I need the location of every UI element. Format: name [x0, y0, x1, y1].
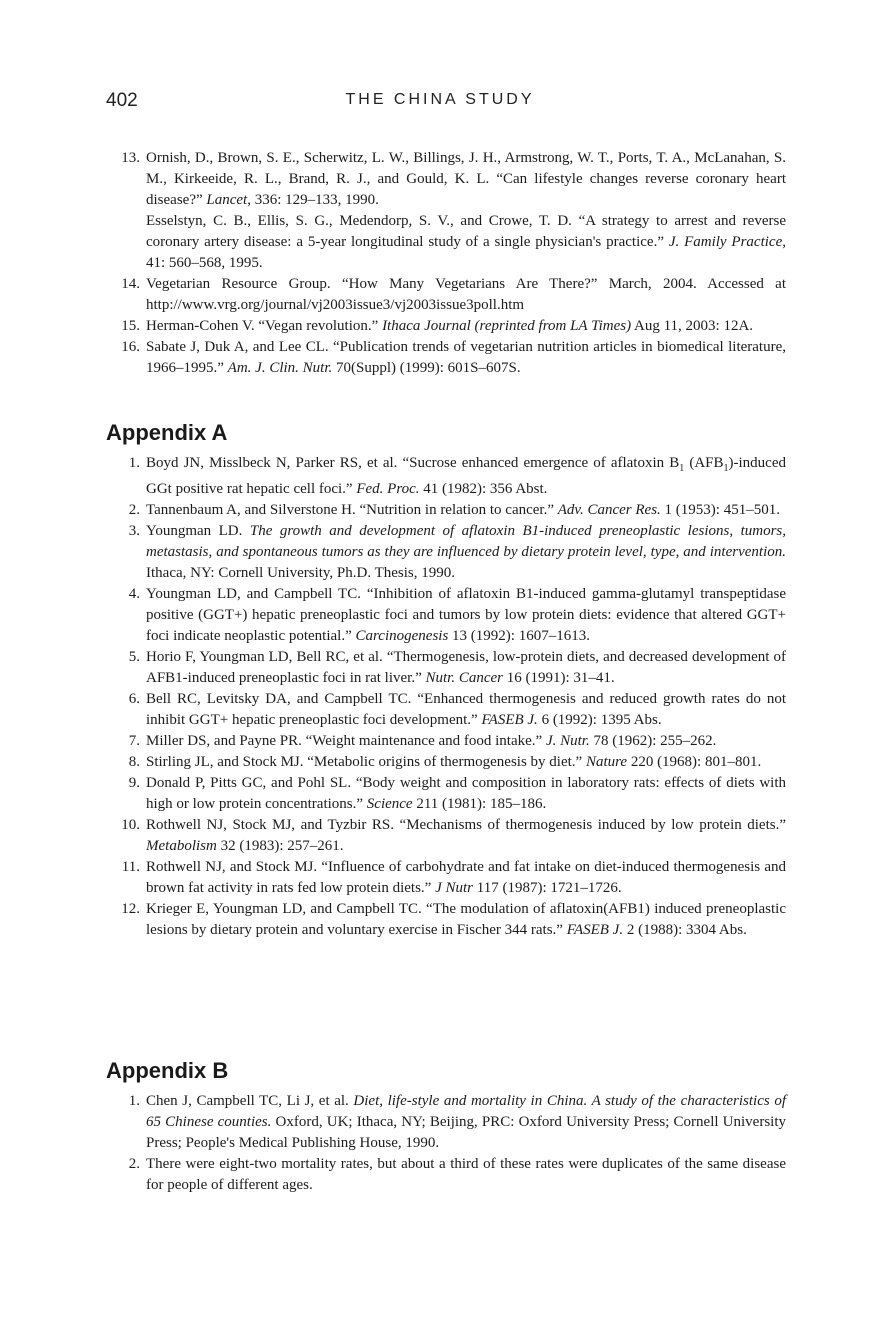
note-item [121, 274, 786, 316]
italic-title-text: Carcinogenesis [355, 628, 449, 644]
note-text-segment: , 41: 560–568, 1995. [146, 234, 786, 271]
note-text-segment: , 336: 129–133, 1990. [247, 192, 379, 208]
note-text-segment: Boyd JN, Misslbeck N, Parker RS, et al. “Sucrose enhanced emergence of aflatoxin B [146, 455, 680, 471]
note-text [146, 1091, 786, 1154]
note-text-segment: 32 (1983): 257–261. [216, 838, 344, 854]
note-item [121, 857, 786, 899]
italic-title-text: Lancet [206, 192, 248, 208]
note-number: 2. [128, 1156, 140, 1172]
note-item [128, 752, 786, 773]
note-text-segment: Rothwell NJ, Stock MJ, and Tyzbir RS. “Mechanisms of thermogenesis induced by low protein diets.” [146, 817, 786, 833]
note-number: 1. [128, 1093, 140, 1109]
page-number: 402 [106, 90, 138, 111]
note-item [128, 500, 786, 521]
italic-title-text: Metabolism [146, 838, 217, 854]
note-number: 13. [121, 150, 140, 166]
note-item [121, 316, 786, 337]
note-text-segment: 2 (1988): 3304 Abs. [623, 922, 747, 938]
note-item [128, 731, 786, 752]
note-number: 15. [121, 318, 140, 334]
note-text [146, 337, 786, 379]
note-text-segment: Miller DS, and Payne PR. “Weight maintenance and food intake.” [146, 733, 546, 749]
note-number: 3. [128, 523, 140, 539]
note-item [128, 584, 786, 647]
note-text [146, 274, 786, 316]
note-text-segment: Rothwell NJ, and Stock MJ. “Influence of carbohydrate and fat intake on diet-induced thermogenesis and brown fat activity in rats fed low protein diets.” [146, 859, 786, 896]
note-text-segment: Sabate J, Duk A, and Lee CL. “Publication trends of vegetarian nutrition articles in biomedical literature, 1966–1995.” [146, 339, 786, 376]
note-text-segment: Vegetarian Resource Group. “How Many Vegetarians Are There?” March, 2004. Accessed at http://www.vrg.org/journal/vj2003issue3/vj2003issue3poll.htm [146, 276, 786, 313]
note-item [121, 899, 786, 941]
note-text-segment: Youngman LD. [146, 523, 250, 539]
note-item [121, 815, 786, 857]
note-text [146, 148, 786, 211]
note-text [146, 453, 786, 500]
appendix-b-heading: Appendix B [106, 1058, 229, 1083]
note-text-segment: Esselstyn, C. B., Ellis, S. G., Medendorp, S. V., and Crowe, T. D. “A strategy to arrest and reverse coronary artery disease: a 5-year longitudinal study of a single physician's practice.” [146, 213, 786, 250]
note-text-segment: )-induced GGt positive rat hepatic cell foci.” [146, 455, 786, 497]
note-text-segment: There were eight-two mortality rates, but about a third of these rates were duplicates of the same disease for people of different ages. [146, 1156, 786, 1193]
note-number: 7. [128, 733, 140, 749]
note-text [146, 500, 786, 521]
note-text-segment: 70(Suppl) (1999): 601S–607S. [332, 360, 521, 376]
note-text-segment: 41 (1982): 356 Abst. [419, 481, 548, 497]
note-text-segment: Krieger E, Youngman LD, and Campbell TC. “The modulation of aflatoxin(AFB1) induced preneoplastic lesions by dietary protein and voluntary exercise in Fischer 344 rats.” [146, 901, 786, 938]
note-item [128, 647, 786, 689]
note-text-segment: Donald P, Pitts GC, and Pohl SL. “Body weight and composition in laboratory rats: effects of diets with high or low protein concentrations.” [146, 775, 786, 812]
italic-title-text: FASEB J. [481, 712, 538, 728]
note-text-segment: 220 (1968): 801–801. [627, 754, 762, 770]
note-number: 9. [128, 775, 140, 791]
note-text-segment: 117 (1987): 1721–1726. [473, 880, 622, 896]
note-text-segment: 1 (1953): 451–501. [660, 502, 780, 518]
italic-title-text: The growth and development of aflatoxin B1-induced preneoplastic lesions, tumors, metastasis, and spontaneous tumors as they are influenced by dietary protein level, type, and intervention. [146, 523, 786, 560]
note-text [146, 773, 786, 815]
note-text [146, 584, 786, 647]
note-text [146, 752, 786, 773]
chapter-notes-list [121, 148, 786, 379]
appendix-b-notes-list [128, 1091, 786, 1196]
note-number: 11. [121, 859, 140, 875]
italic-title-text: Science [366, 796, 413, 812]
note-text-segment: Chen J, Campbell TC, Li J, et al. [146, 1093, 354, 1109]
italic-title-text: J. Nutr. [545, 733, 590, 749]
note-text [146, 731, 786, 752]
note-item [128, 521, 786, 584]
note-text-segment: Ithaca, NY: Cornell University, Ph.D. Thesis, 1990. [146, 565, 456, 581]
note-text-segment: 13 (1992): 1607–1613. [448, 628, 590, 644]
subscript-text: 1 [679, 463, 685, 474]
note-text [146, 521, 786, 584]
note-text [146, 316, 786, 337]
note-text-segment: 16 (1991): 31–41. [503, 670, 615, 686]
note-text-segment: Ornish, D., Brown, S. E., Scherwitz, L. W., Billings, J. H., Armstrong, W. T., Ports, T. A., McLanahan, S. M., Kirkeeide, R. L., Brand, R. J., and Gould, K. L. “Can lifestyle changes reverse coronary heart disease?” [146, 150, 786, 208]
note-text-segment: 6 (1992): 1395 Abs. [537, 712, 662, 728]
note-number: 12. [121, 901, 140, 917]
note-text-segment: Oxford, UK; Ithaca, NY; Beijing, PRC: Oxford University Press; Cornell University Press; People's Medical Publishing House, 1990. [146, 1114, 786, 1151]
note-number: 10. [121, 817, 140, 833]
note-text [146, 689, 786, 731]
note-text-segment: Bell RC, Levitsky DA, and Campbell TC. “Enhanced thermogenesis and reduced growth rates do not inhibit GGT+ hepatic preneoplastic foci development.” [146, 691, 786, 728]
italic-title-text: Nature [585, 754, 628, 770]
note-item [128, 1154, 786, 1196]
italic-title-text: Nutr. Cancer [425, 670, 504, 686]
running-head: THE CHINA STUDY [345, 91, 535, 108]
note-item [128, 453, 786, 500]
note-text [146, 857, 786, 899]
note-item [121, 148, 786, 274]
note-item [128, 1091, 786, 1154]
note-number: 5. [128, 649, 140, 665]
appendix-a-heading: Appendix A [106, 420, 228, 445]
note-number: 8. [128, 754, 140, 770]
italic-title-text: J. Family Practice [668, 234, 783, 250]
appendix-a-notes-list [121, 453, 786, 941]
italic-title-text: FASEB J. [566, 922, 624, 938]
note-text-segment: Youngman LD, and Campbell TC. “Inhibition of aflatoxin B1-induced gamma-glutamyl transpeptidase positive (GGT+) hepatic preneoplastic foci and tumors by low protein diets: evidence that altered GGT+ foci indicate neoplastic potential.” [146, 586, 786, 644]
note-number: 6. [128, 691, 140, 707]
italic-title-text: Am. J. Clin. Nutr. [227, 360, 333, 376]
note-text-segment: Horio F, Youngman LD, Bell RC, et al. “Thermogenesis, low-protein diets, and decreased development of AFB1-induced preneoplastic foci in rat liver.” [146, 649, 786, 686]
note-item [128, 689, 786, 731]
note-item [128, 773, 786, 815]
italic-title-text: Ithaca Journal (reprinted from LA Times) [382, 318, 632, 334]
note-number: 1. [128, 455, 140, 471]
note-number: 14. [121, 276, 140, 292]
note-text-segment: Herman-Cohen V. “Vegan revolution.” [146, 318, 383, 334]
note-text [146, 1154, 786, 1196]
note-number: 2. [128, 502, 140, 518]
note-text [146, 815, 786, 857]
note-number: 16. [121, 339, 140, 355]
note-text-segment: 78 (1962): 255–262. [589, 733, 717, 749]
note-text-segment: Tannenbaum A, and Silverstone H. “Nutrition in relation to cancer.” [146, 502, 558, 518]
note-text-segment: 211 (1981): 185–186. [412, 796, 547, 812]
note-text [146, 211, 786, 274]
note-text [146, 899, 786, 941]
italic-title-text: J Nutr [435, 880, 474, 896]
note-text-segment: Aug 11, 2003: 12A. [631, 318, 754, 334]
note-text-segment: (AFB [684, 455, 724, 471]
italic-title-text: Diet, life-style and mortality in China. A study of the characteristics of 65 Chinese counties. [146, 1093, 786, 1130]
note-number: 4. [128, 586, 140, 602]
note-text-segment: Stirling JL, and Stock MJ. “Metabolic origins of thermogenesis by diet.” [146, 754, 586, 770]
note-text [146, 647, 786, 689]
subscript-text: 1 [723, 463, 729, 474]
note-item [121, 337, 786, 379]
italic-title-text: Fed. Proc. [356, 481, 420, 497]
italic-title-text: Adv. Cancer Res. [557, 502, 661, 518]
